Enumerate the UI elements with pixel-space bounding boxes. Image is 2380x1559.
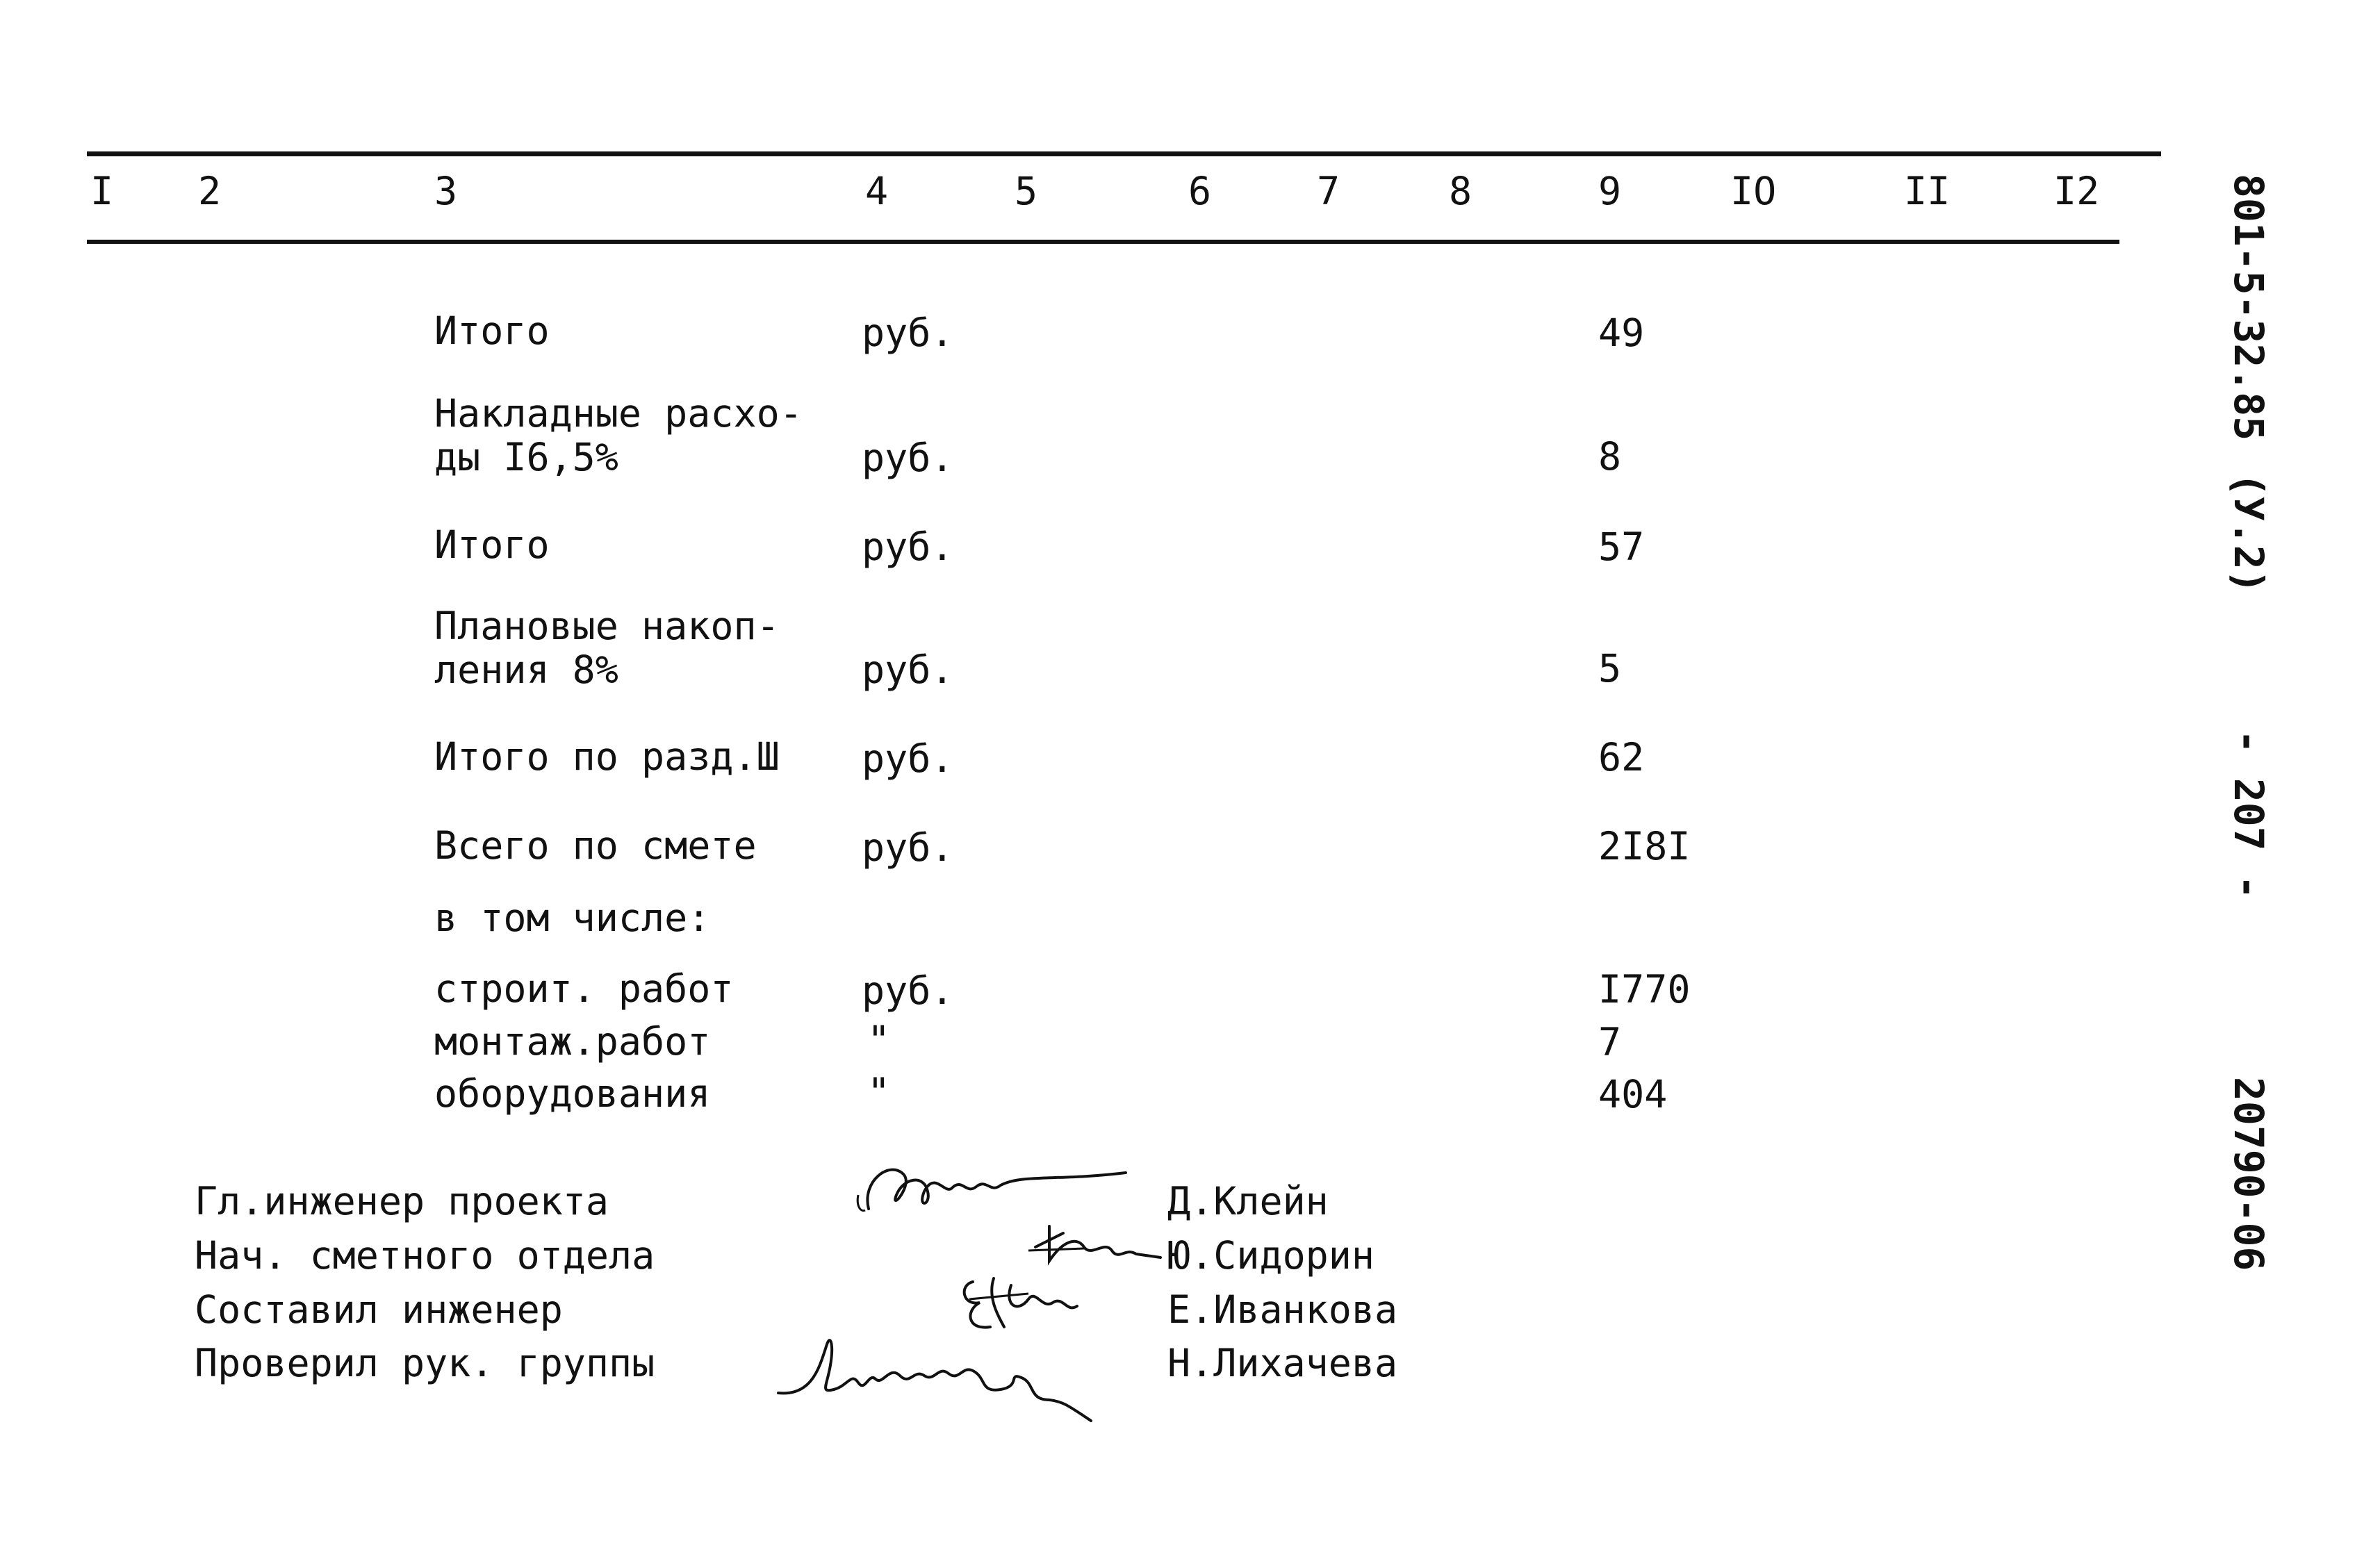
signature-role: Проверил рук. группы bbox=[195, 1341, 655, 1385]
row-value: 5 bbox=[1598, 646, 1622, 691]
side-margin bbox=[2185, 174, 2290, 1285]
row-value: 404 bbox=[1598, 1072, 1668, 1116]
column-header-9: 9 bbox=[1598, 169, 1622, 213]
signature-name: Н.Лихачева bbox=[1167, 1341, 1398, 1385]
handwritten-signature-likhacheva bbox=[771, 1323, 1105, 1428]
row-value: 2I8I bbox=[1598, 824, 1691, 868]
row-unit: " bbox=[867, 1018, 891, 1062]
column-header-7: 7 bbox=[1317, 169, 1340, 213]
row-unit: руб. bbox=[862, 736, 954, 781]
signature-role: Нач. сметного отдела bbox=[195, 1233, 655, 1278]
row-label: Плановые накоп- ления 8% bbox=[434, 604, 780, 692]
header-bottom-rule bbox=[87, 240, 2119, 244]
row-value: 49 bbox=[1598, 311, 1645, 355]
row-unit: руб. bbox=[862, 311, 954, 355]
row-label: монтаж.работ bbox=[434, 1019, 711, 1064]
column-header-8: 8 bbox=[1449, 169, 1472, 213]
side-page-number: - 207 - bbox=[2225, 729, 2272, 900]
row-label: Накладные расхо- ды I6,5% bbox=[434, 391, 803, 479]
column-header-4: 4 bbox=[865, 169, 889, 213]
row-unit: руб. bbox=[862, 525, 954, 569]
row-value: 8 bbox=[1598, 434, 1622, 479]
column-header-2: 2 bbox=[198, 169, 222, 213]
side-archive-number: 20790-06 bbox=[2225, 1077, 2272, 1271]
row-label: Всего по смете bbox=[434, 823, 757, 868]
side-volume: (У.2) bbox=[2225, 472, 2272, 594]
column-header-3: 3 bbox=[434, 169, 458, 213]
row-value: 7 bbox=[1598, 1020, 1622, 1064]
column-header-6: 6 bbox=[1188, 169, 1212, 213]
signature-name: Д.Клейн bbox=[1167, 1179, 1329, 1223]
signature-role: Составил инженер bbox=[195, 1287, 563, 1332]
signature-name: Ю.Сидорин bbox=[1167, 1233, 1375, 1278]
column-header-12: I2 bbox=[2053, 169, 2100, 213]
row-unit: руб. bbox=[862, 968, 954, 1013]
row-value: 57 bbox=[1598, 525, 1645, 569]
row-value: 62 bbox=[1598, 735, 1645, 780]
row-label: оборудования bbox=[434, 1071, 711, 1116]
column-header-1: I bbox=[90, 169, 114, 213]
row-unit: руб. bbox=[862, 825, 954, 870]
column-header-10: IO bbox=[1730, 169, 1777, 213]
column-header-11: II bbox=[1904, 169, 1951, 213]
row-label: Итого по разд.Ш bbox=[434, 734, 780, 779]
handwritten-signature-klein bbox=[848, 1153, 1140, 1230]
row-label: Итого bbox=[434, 308, 550, 353]
signature-name: Е.Иванкова bbox=[1167, 1287, 1398, 1332]
column-header-5: 5 bbox=[1015, 169, 1038, 213]
row-unit: руб. bbox=[862, 436, 954, 480]
row-unit: " bbox=[867, 1070, 891, 1114]
row-unit: руб. bbox=[862, 647, 954, 692]
signature-role: Гл.инженер проекта bbox=[195, 1179, 609, 1223]
row-value: I770 bbox=[1598, 967, 1691, 1012]
header-top-rule bbox=[87, 151, 2161, 156]
row-label: Итого bbox=[434, 522, 550, 567]
row-label: в том числе: bbox=[434, 896, 711, 940]
row-label: строит. работ bbox=[434, 966, 734, 1011]
side-doc-code: 801-5-32.85 bbox=[2225, 174, 2272, 441]
